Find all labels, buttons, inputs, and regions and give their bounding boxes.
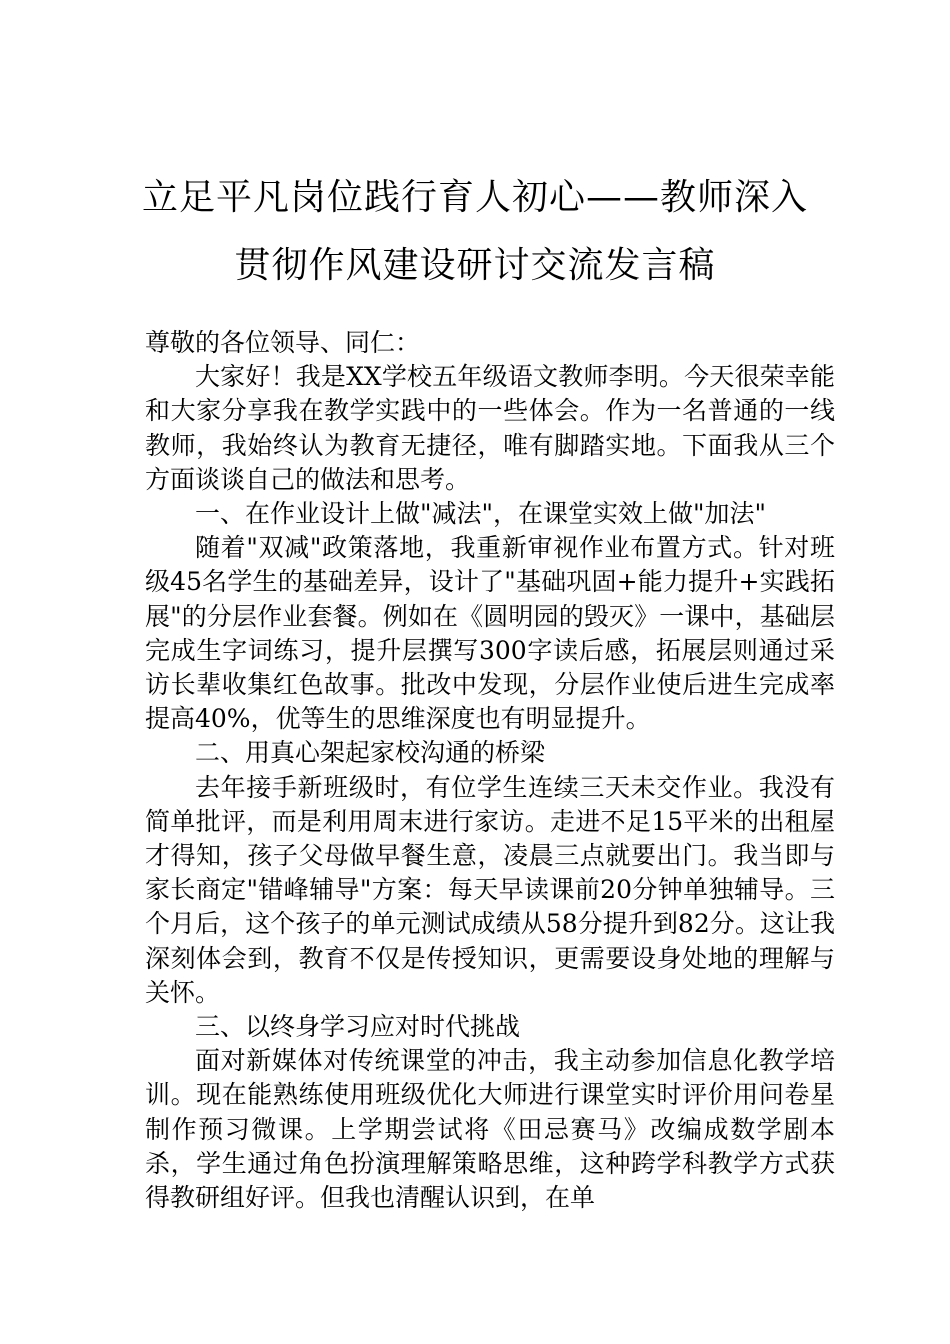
section-heading-3: 三、以终身学习应对时代挑战 <box>195 1012 521 1042</box>
paragraph-intro: 大家好！我是XX学校五年级语文教师李明。今天很荣幸能和大家分享我在教学实践中的一些体会。作为一名普通的一线教师，我始终认为教育无捷径，唯有脚踏实地。下面我从三个方面谈谈自己的做法和思考。 <box>145 362 835 494</box>
paragraph-section-2: 去年接手新班级时，有位学生连续三天未交作业。我没有简单批评，而是利用周末进行家访。走进不足15平米的出租屋才得知，孩子父母做早餐生意，凌晨三点就要出门。我当即与家长商定"错峰辅导"方案：每天早读课前20分钟单独辅导。三个月后，这个孩子的单元测试成绩从58分提升到82分。这让我深刻体会到，教育不仅是传授知识，更需要设身处地的理解与关怀。 <box>145 772 835 1007</box>
title-line-1: 立足平凡岗位践行育人初心——教师深入 <box>141 177 808 218</box>
salutation: 尊敬的各位领导、同仁： <box>145 328 421 357</box>
paragraph-section-1: 随着"双减"政策落地，我重新审视作业布置方式。针对班级45名学生的基础差异，设计了"基础巩固+能力提升+实践拓展"的分层作业套餐。例如在《圆明园的毁灭》一课中，基础层完成生字词练习，提升层撰写300字读后感，拓展层则通过采访长辈收集红色故事。批改中发现，分层作业使后进生完成率提高40%，优等生的思维深度也有明显提升。 <box>145 533 835 734</box>
section-heading-1: 一、在作业设计上做"减法"，在课堂实效上做"加法" <box>195 499 766 529</box>
title-line-2: 贯彻作风建设研讨交流发言稿 <box>234 245 716 286</box>
section-heading-2: 二、用真心架起家校沟通的桥梁 <box>195 738 546 768</box>
document-title <box>120 164 830 300</box>
document-body <box>145 326 835 1215</box>
paragraph-section-3: 面对新媒体对传统课堂的冲击，我主动参加信息化教学培训。现在能熟练使用班级优化大师进行课堂实时评价用问卷星制作预习微课。上学期尝试将《田忌赛马》改编成数学剧本杀，学生通过角色扮演理解策略思维，这种跨学科教学方式获得教研组好评。但我也清醒认识到，在单 <box>145 1046 835 1213</box>
